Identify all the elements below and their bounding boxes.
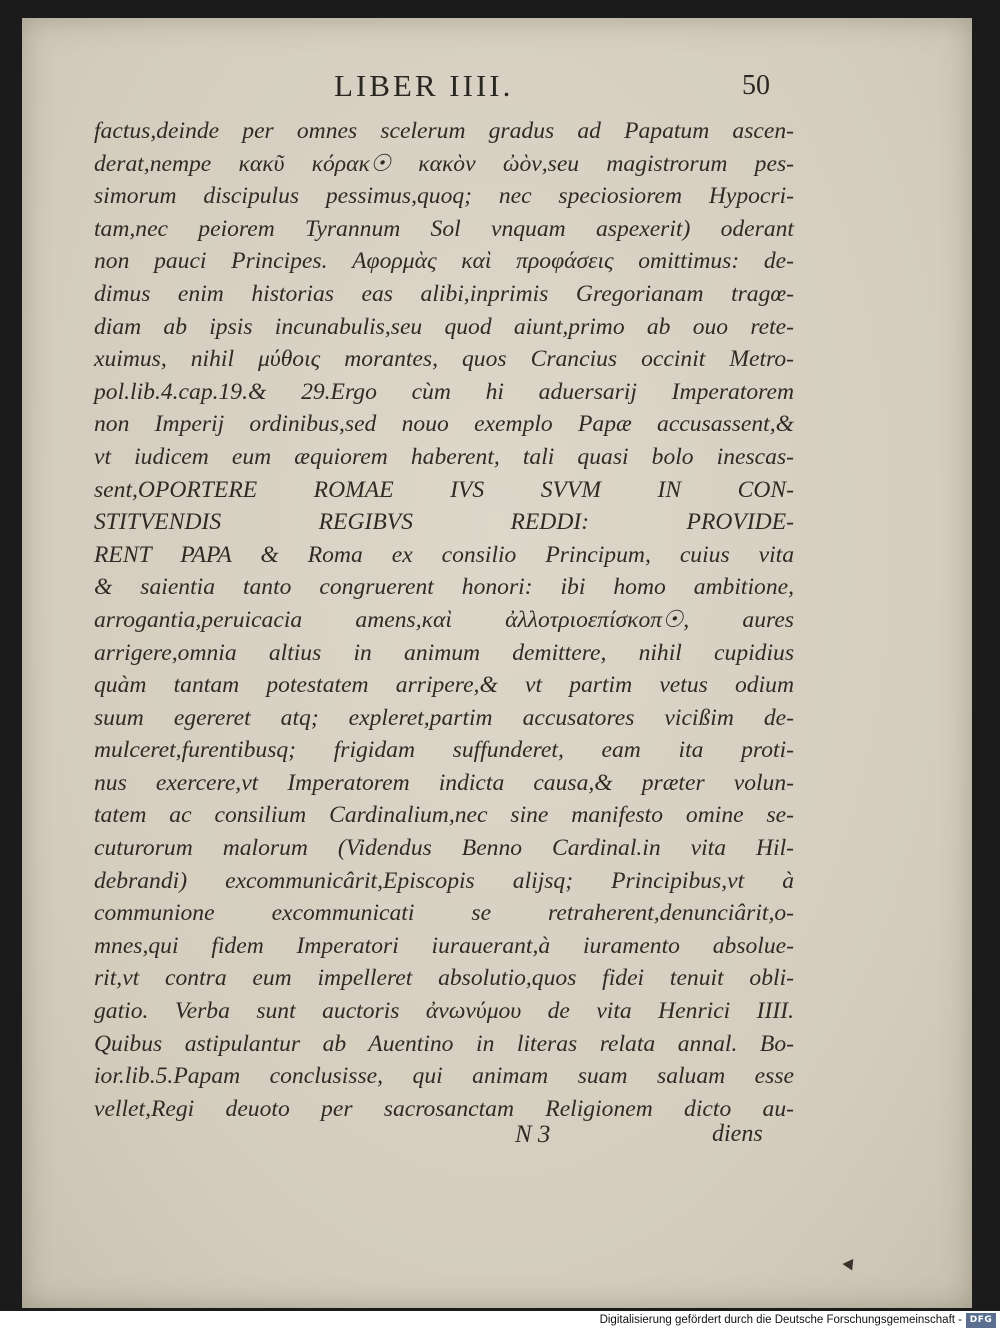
text-line: mnes,qui fidem Imperatori iurauerant,à iuramento absolue- xyxy=(94,932,794,959)
text-line: tam,nec peiorem Tyrannum Sol vnquam aspexerit) oderant xyxy=(94,215,794,242)
text-line: cuturorum malorum (Videndus Benno Cardinal.in vita Hil- xyxy=(94,835,794,862)
text-line: vt iudicem eum æquiorem haberent, tali quasi bolo inescas- xyxy=(94,443,794,470)
dfg-logo: DFG xyxy=(966,1313,996,1328)
text-line: tatem ac consilium Cardinalium,nec sine manifesto omine se- xyxy=(94,802,794,829)
page-number: 50 xyxy=(742,70,770,101)
text-line: arrogantia,peruicacia amens,καὶ ἀλλοτριοεπίσκοπ☉, aures xyxy=(94,606,794,633)
text-line: quàm tantam potestatem arripere,& vt partim vetus odium xyxy=(94,672,794,699)
text-line: factus,deinde per omnes scelerum gradus ad Papatum ascen- xyxy=(94,118,794,144)
text-line: & saientia tanto congruerent honori: ibi homo ambitione, xyxy=(94,574,794,601)
text-line: dimus enim historias eas alibi,inprimis Gregorianam tragœ- xyxy=(94,280,794,307)
page-footer xyxy=(22,1121,972,1161)
text-line: ior.lib.5.Papam conclusisse, qui animam suam saluam esse xyxy=(94,1063,794,1090)
text-line: simorum discipulus pessimus,quoq; nec speciosiorem Hypocri- xyxy=(94,183,794,210)
text-line: debrandi) excommunicârit,Episcopis alijsq; Principibus,vt à xyxy=(94,867,794,894)
text-line: RENT PAPA & Roma ex consilio Principum, cuius vita xyxy=(94,541,794,568)
text-line: nus exercere,vt Imperatorem indicta causa,& præter volun- xyxy=(94,769,794,796)
text-line: xuimus, nihil μύθοις morantes, quos Crancius occinit Metro- xyxy=(94,346,794,373)
page-header xyxy=(22,68,972,118)
body-text xyxy=(94,115,794,1125)
credit-bar xyxy=(0,1311,1000,1331)
catchword: diens xyxy=(712,1121,763,1147)
text-line: diam ab ipsis incunabulis,seu quod aiunt,primo ab ouo rete- xyxy=(94,313,794,340)
text-line: suum egereret atq; expleret,partim accusatores vicißim de- xyxy=(94,704,794,731)
text-line: arrigere,omnia altius in animum demittere, nihil cupidius xyxy=(94,639,794,666)
text-line: derat,nempe κακῦ κόρακ☉ κακὸν ὠὸν,seu magistrorum pes- xyxy=(94,150,794,177)
text-line: sent,OPORTERE ROMAE IVS SVVM IN CON- xyxy=(94,476,794,503)
text-line: pol.lib.4.cap.19.& 29.Ergo cùm hi aduersarij Imperatorem xyxy=(94,378,794,405)
text-line: Quibus astipulantur ab Auentino in literas relata annal. Bo- xyxy=(94,1030,794,1057)
text-line: rit,vt contra eum impelleret absolutio,quos fidei tenuit obli- xyxy=(94,965,794,992)
text-line: non pauci Principes. Αφορμὰς καὶ προφάσεις omittimus: de- xyxy=(94,248,794,275)
text-line: mulceret,furentibusq; frigidam suffunderet, eam ita proti- xyxy=(94,737,794,764)
text-line: STITVENDIS REGIBVS REDDI: PROVIDE- xyxy=(94,509,794,536)
running-head: LIBER IIII. xyxy=(334,68,514,103)
signature-mark: N 3 xyxy=(515,1121,551,1148)
text-line: communione excommunicati se retraherent,denunciârit,o- xyxy=(94,900,794,927)
text-line: non Imperij ordinibus,sed nouo exemplo Papæ accusassent,& xyxy=(94,411,794,438)
ink-mark xyxy=(842,1259,857,1273)
text-line: gatio. Verba sunt auctoris ἀνωνύμου de vita Henrici IIII. xyxy=(94,998,794,1025)
book-page xyxy=(22,18,972,1308)
text-line: vellet,Regi deuoto per sacrosanctam Religionem dicto au- xyxy=(94,1095,794,1122)
credit-text: Digitalisierung gefördert durch die Deutsche Forschungsgemeinschaft - xyxy=(599,1314,962,1326)
